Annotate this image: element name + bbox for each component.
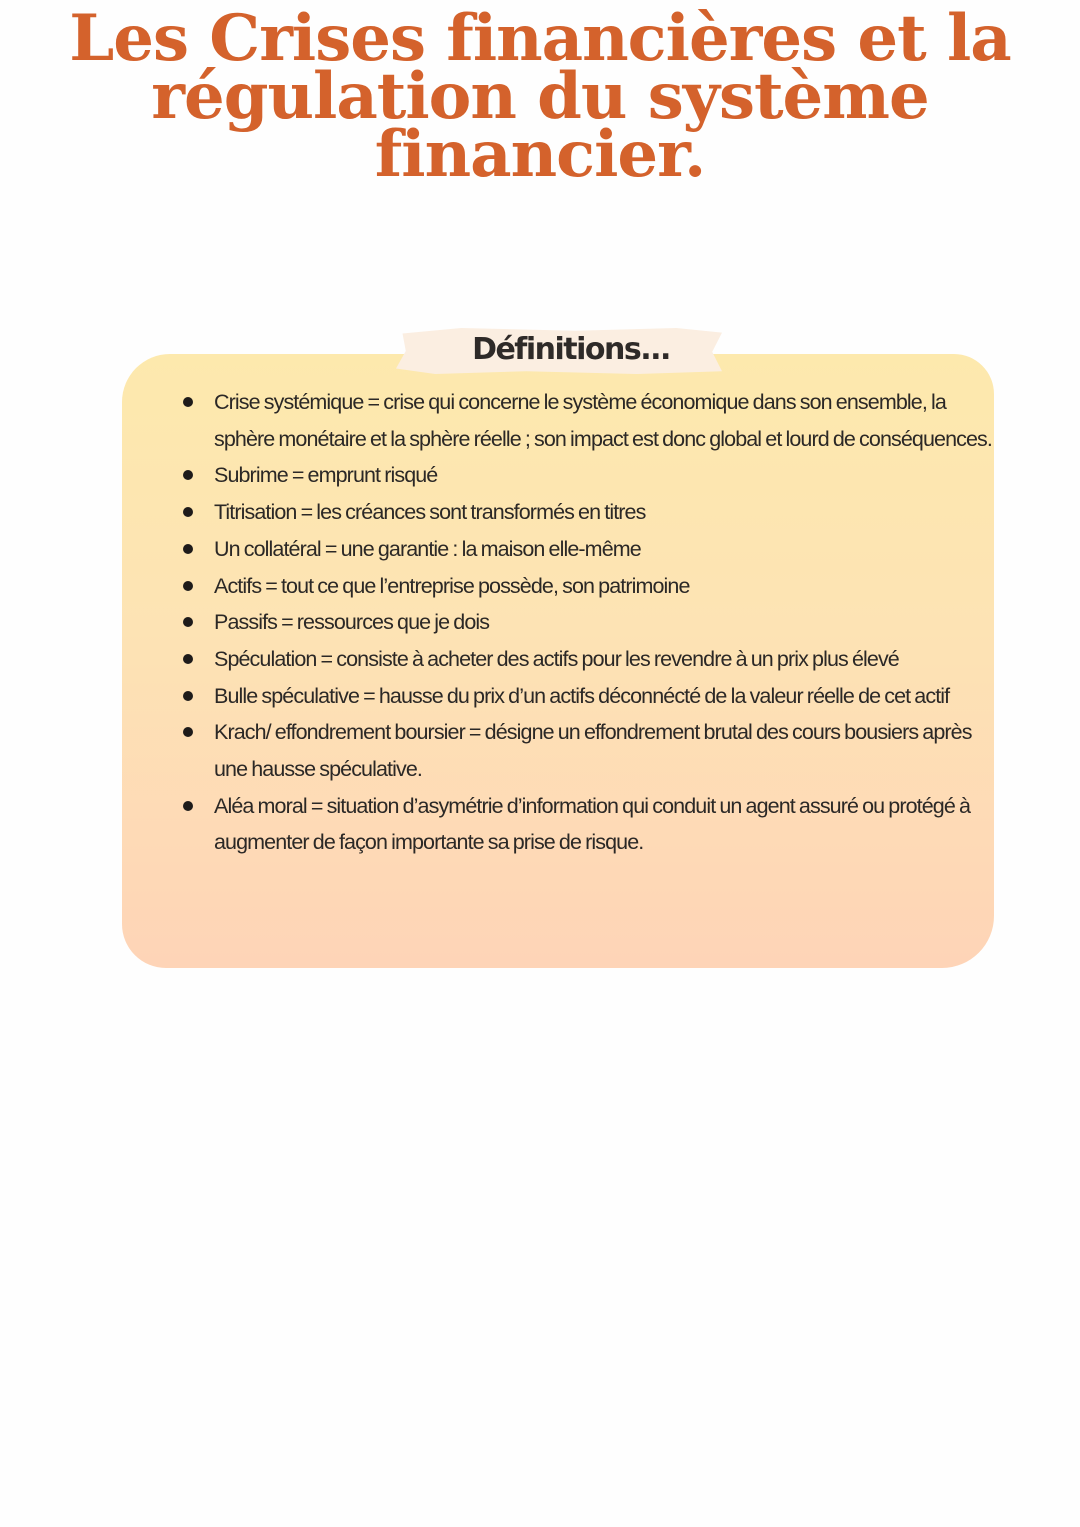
- definitions-heading: Définitions...: [472, 332, 670, 367]
- definitions-list: [180, 384, 1000, 861]
- definition-item-subrime: Subrime = emprunt risqué: [180, 457, 1000, 494]
- definition-item-passifs: Passifs = ressources que je dois: [180, 604, 1000, 641]
- page-title: Les Crises financières et la régulation du système financier.: [69, 1, 1011, 192]
- definition-item-krach: Krach/ effondrement boursier = désigne un effondrement brutal des cours bousiers après une hausse spéculative.: [180, 714, 1000, 787]
- definition-item-speculation: Spéculation = consiste à acheter des actifs pour les revendre à un prix plus élevé: [180, 641, 1000, 678]
- definition-item-actifs: Actifs = tout ce que l’entreprise possède, son patrimoine: [180, 568, 1000, 605]
- definition-item-crise-systemique: Crise systémique = crise qui concerne le système économique dans son ensemble, la sphère monétaire et la sphère réelle ; son impact est donc global et lourd de conséquences.: [180, 384, 1000, 457]
- definition-item-alea-moral: Aléa moral = situation d’asymétrie d’information qui conduit un agent assuré ou protégé à augmenter de façon importante sa prise de risque.: [180, 788, 1000, 861]
- definition-item-bulle-speculative: Bulle spéculative = hausse du prix d’un actifs déconnécté de la valeur réelle de cet actif: [180, 678, 1000, 715]
- definition-item-collateral: Un collatéral = une garantie : la maison elle-même: [180, 531, 1000, 568]
- definition-item-titrisation: Titrisation = les créances sont transformés en titres: [180, 494, 1000, 531]
